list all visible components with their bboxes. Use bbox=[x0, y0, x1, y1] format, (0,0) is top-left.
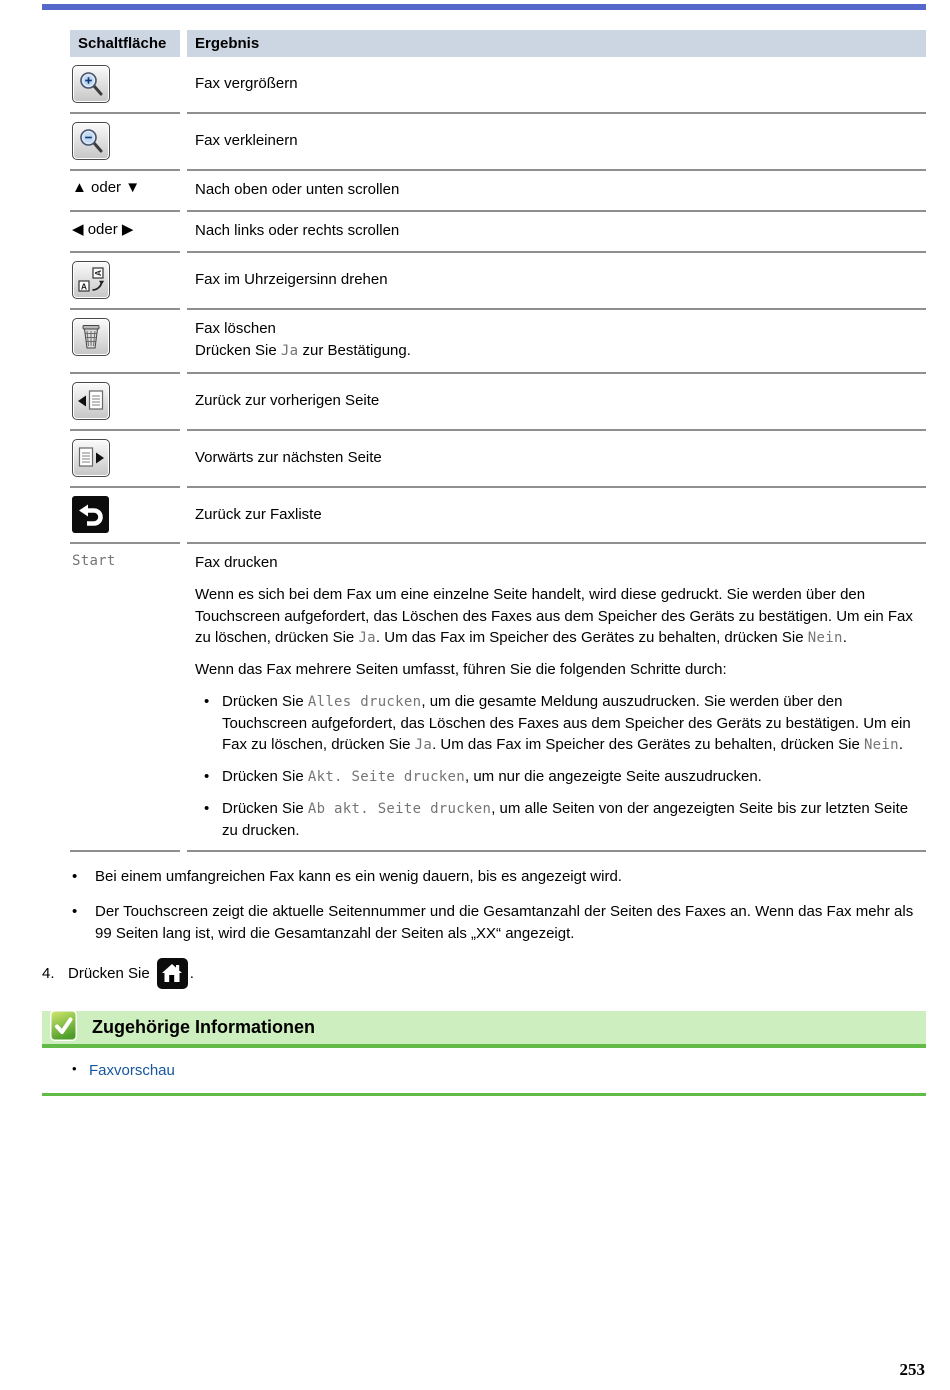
paragraph bbox=[195, 73, 924, 95]
text-run: Der Touchscreen zeigt die aktuelle Seitennummer und die Gesamtanzahl der Seiten des Faxes an. Wenn das Fax mehr als 99 Seiten lang ist, wird die Gesamtanzahl der Seiten als „XX“ angezeigt. bbox=[95, 903, 914, 942]
result-cell bbox=[187, 212, 926, 253]
table-row bbox=[70, 310, 926, 375]
paragraph bbox=[195, 584, 924, 649]
text-run: Zurück zur vorherigen Seite bbox=[195, 392, 380, 410]
monospace-term: Nein bbox=[807, 630, 843, 647]
monospace-term: Akt. Seite drucken bbox=[307, 769, 465, 785]
bullet-marker: • bbox=[204, 799, 210, 817]
prev-page-icon bbox=[72, 382, 110, 420]
monospace-term: Ja bbox=[358, 630, 376, 647]
table-header-button-col: Schaltfläche bbox=[70, 30, 180, 57]
table-row bbox=[70, 374, 926, 431]
results-table bbox=[70, 30, 926, 852]
button-cell bbox=[70, 488, 180, 544]
text-run: Wenn es sich bei dem Fax um eine einzelne Seite handelt, wird diese gedruckt. Sie werden über den Touchscreen aufgefordert, das Löschen des Faxes aus dem Speicher des Geräts zu bestätigen. Um ein Fax zu löschen, drücken Sie bbox=[195, 585, 913, 647]
paragraph bbox=[195, 390, 924, 412]
step-text: Drücken Sie bbox=[68, 964, 150, 982]
text-run: Drücken Sie bbox=[222, 768, 308, 785]
paragraph bbox=[195, 130, 924, 152]
text-run: Nach oben oder unten scrollen bbox=[195, 181, 400, 198]
step-number: 4. bbox=[42, 964, 55, 982]
text-run: ◀ oder ▶ bbox=[72, 220, 134, 238]
text-run: zur Bestätigung. bbox=[298, 342, 411, 360]
related-link[interactable]: Faxvorschau bbox=[89, 1061, 175, 1079]
bullet-text bbox=[95, 901, 926, 945]
text-run: Vorwärts zur nächsten Seite bbox=[195, 449, 382, 467]
checkmark-icon bbox=[50, 1010, 77, 1045]
result-cell bbox=[187, 431, 926, 488]
table-row bbox=[70, 488, 926, 544]
text-run: . bbox=[842, 629, 847, 647]
related-links bbox=[70, 1060, 926, 1082]
text-run: . Um das Fax im Speicher des Gerätes zu behalten, drücken Sie bbox=[432, 736, 864, 754]
text-run: Wenn das Fax mehrere Seiten umfasst, führen Sie die folgenden Schritte durch: bbox=[195, 661, 727, 678]
related-link-item bbox=[70, 1060, 926, 1082]
bullet-item bbox=[70, 901, 926, 945]
bullet-item bbox=[195, 766, 924, 788]
text-run: , um die gesamte Meldung auszudrucken. Sie werden über den Touchscreen aufgefordert, das Löschen des Faxes aus dem Speicher des Geräts zu bestätigen. Um ein Fax zu löschen, drücken Sie bbox=[222, 692, 911, 754]
paragraph bbox=[195, 220, 924, 242]
text-run: . Um das Fax im Speicher des Gerätes zu behalten, drücken Sie bbox=[375, 629, 808, 647]
paragraph bbox=[195, 269, 924, 291]
trash-icon bbox=[72, 318, 110, 356]
result-cell bbox=[187, 488, 926, 544]
monospace-term: Ja bbox=[280, 343, 299, 360]
bullet-item bbox=[195, 691, 924, 756]
paragraph bbox=[195, 552, 924, 574]
paragraph bbox=[195, 340, 924, 362]
text-run: Fax löschen bbox=[195, 319, 276, 337]
text-run: ▲ oder ▼ bbox=[72, 179, 141, 196]
monospace-term: Nein bbox=[863, 737, 899, 754]
button-cell bbox=[70, 374, 180, 431]
step-text-period: . bbox=[189, 964, 194, 982]
monospace-term: Ja bbox=[414, 737, 433, 754]
monospace-term: Alles drucken bbox=[307, 693, 422, 710]
related-info-banner bbox=[42, 1011, 926, 1048]
button-cell bbox=[70, 57, 180, 114]
bullet-marker: • bbox=[204, 692, 210, 710]
text-run: , um nur die angezeigte Seite auszudrucken. bbox=[465, 768, 762, 785]
svg-text:A: A bbox=[80, 281, 88, 291]
text-run: Fax vergrößern bbox=[195, 75, 298, 93]
result-cell bbox=[187, 310, 926, 375]
text-run: Drücken Sie bbox=[222, 799, 308, 817]
paragraph bbox=[195, 179, 924, 201]
green-divider bbox=[42, 1093, 926, 1096]
table-row bbox=[70, 57, 926, 114]
button-cell bbox=[70, 431, 180, 488]
table-row bbox=[70, 114, 926, 171]
monospace-term: Start bbox=[72, 553, 116, 569]
button-label bbox=[72, 552, 116, 569]
bullet-text bbox=[222, 798, 924, 842]
monospace-term: Ab akt. Seite drucken bbox=[307, 800, 492, 817]
svg-text:A: A bbox=[93, 269, 103, 276]
paragraph bbox=[195, 318, 924, 340]
button-cell bbox=[70, 544, 180, 852]
text-run: Fax im Uhrzeigersinn drehen bbox=[195, 270, 388, 288]
result-cell bbox=[187, 57, 926, 114]
paragraph bbox=[195, 659, 924, 681]
table-row bbox=[70, 171, 926, 212]
zoom-in-icon bbox=[72, 65, 110, 103]
bullet-marker: • bbox=[72, 1060, 77, 1076]
text-run: Zurück zur Faxliste bbox=[195, 505, 322, 523]
bullet-item bbox=[195, 798, 924, 842]
table-row bbox=[70, 431, 926, 488]
text-run: Drücken Sie bbox=[195, 342, 281, 360]
button-label bbox=[72, 221, 133, 238]
result-cell bbox=[187, 114, 926, 171]
rotate-icon bbox=[72, 261, 110, 299]
related-info-title: Zugehörige Informationen bbox=[92, 1016, 315, 1037]
bullet-marker: • bbox=[72, 868, 78, 886]
bullet-text bbox=[222, 691, 924, 756]
home-icon bbox=[157, 958, 188, 989]
table-row bbox=[70, 544, 926, 852]
button-label bbox=[72, 179, 140, 196]
result-cell bbox=[187, 544, 926, 852]
result-cell bbox=[187, 253, 926, 310]
text-run: . bbox=[898, 736, 904, 754]
zoom-out-icon bbox=[72, 122, 110, 160]
button-cell bbox=[70, 212, 180, 253]
bullet-marker: • bbox=[72, 903, 78, 920]
notes-list bbox=[70, 866, 926, 944]
button-cell bbox=[70, 253, 180, 310]
bullet-text bbox=[95, 866, 926, 888]
text-run: Nach links oder rechts scrollen bbox=[195, 221, 400, 239]
step-4 bbox=[42, 958, 926, 989]
results-table-body bbox=[70, 57, 926, 852]
button-cell bbox=[70, 171, 180, 212]
bullet-item bbox=[70, 866, 926, 888]
bullet-marker: • bbox=[204, 768, 210, 785]
table-header-row bbox=[70, 30, 926, 57]
page-content bbox=[42, 30, 926, 1096]
paragraph bbox=[195, 504, 924, 526]
table-row bbox=[70, 212, 926, 253]
text-run: Fax drucken bbox=[195, 554, 278, 571]
next-page-icon bbox=[72, 439, 110, 477]
result-cell bbox=[187, 171, 926, 212]
button-cell bbox=[70, 114, 180, 171]
text-run: , um alle Seiten von der angezeigten Seite bis zur letzten Seite zu drucken. bbox=[222, 799, 909, 839]
back-icon bbox=[72, 496, 109, 533]
text-run: Bei einem umfangreichen Fax kann es ein wenig dauern, bis es angezeigt wird. bbox=[95, 868, 622, 886]
page-number: 253 bbox=[899, 1360, 925, 1379]
top-accent-bar bbox=[42, 4, 926, 10]
text-run: Drücken Sie bbox=[222, 692, 308, 710]
result-cell bbox=[187, 374, 926, 431]
text-run: Fax verkleinern bbox=[195, 132, 298, 150]
bullet-text bbox=[222, 766, 924, 788]
table-header-result-col: Ergebnis bbox=[187, 30, 926, 57]
button-cell bbox=[70, 310, 180, 375]
table-row bbox=[70, 253, 926, 310]
paragraph bbox=[195, 447, 924, 469]
